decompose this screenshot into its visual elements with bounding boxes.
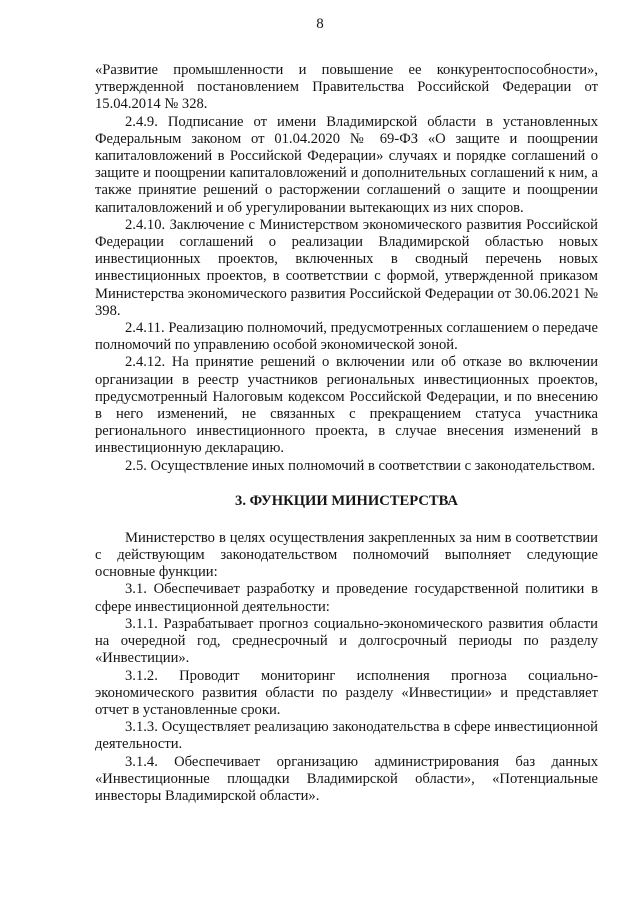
- paragraph-2-4-11: 2.4.11. Реализацию полномочий, предусмотренных соглашением о передаче полномочий по управлению особой экономической зоной.: [95, 320, 598, 354]
- paragraph-2-4-10: 2.4.10. Заключение с Министерством экономического развития Российской Федерации соглашений о реализации Владимирской областью новых инвестиционных проектов, включенных в сводный перечень новых инвестиционных проектов, в соответствии с формой, утвержденной приказом Министерства экономического развития Российской Федерации от 30.06.2021 № 398.: [95, 216, 598, 319]
- page-number: 8: [316, 16, 324, 32]
- paragraph-2-4-12: 2.4.12. На принятие решений о включении или об отказе во включении организации в реестр участников региональных инвестиционных проектов, предусмотренный Налоговым кодексом Российской Федерации, и по внесению в него изменений, не связанных с прекращением статуса участника регионального инвестиционного проекта, в случае внесения изменений в инвестиционную декларацию.: [95, 354, 598, 457]
- paragraph-3-1-3: 3.1.3. Осуществляет реализацию законодательства в сфере инвестиционной деятельности.: [95, 719, 598, 753]
- section-heading: 3. ФУНКЦИИ МИНИСТЕРСТВА: [235, 492, 458, 509]
- paragraph-continuation: «Развитие промышленности и повышение ее конкурентоспособности», утвержденной постановлением Правительства Российской Федерации от 15.04.2014 № 328.: [95, 62, 598, 113]
- section-intro: Министерство в целях осуществления закрепленных за ним в соответствии с действующим законодательством полномочий выполняет следующие основные функции:: [95, 529, 598, 581]
- paragraph-3-1: 3.1. Обеспечивает разработку и проведение государственной политики в сфере инвестиционной деятельности:: [95, 581, 598, 615]
- paragraph-2-5: 2.5. Осуществление иных полномочий в соответствии с законодательством.: [125, 457, 596, 474]
- paragraph-3-1-4: 3.1.4. Обеспечивает организацию администрирования баз данных «Инвестиционные площадки Владимирской области», «Потенциальные инвесторы Владимирской области».: [95, 753, 598, 804]
- paragraph-2-4-9: 2.4.9. Подписание от имени Владимирской области в установленных Федеральным законом от 01.04.2020 № 69-ФЗ «О защите и поощрении капиталовложений в Российской Федерации» случаях и порядке соглашений о защите и поощрении капиталовложений и дополнительных соглашений к ним, а также принятие решений о расторжении соглашений о защите и поощрении капиталовложений и об урегулировании вытекающих из них споров.: [95, 113, 598, 216]
- paragraph-3-1-1: 3.1.1. Разрабатывает прогноз социально-экономического развития области на очередной год, среднесрочный и долгосрочный периоды по разделу «Инвестиции».: [95, 615, 598, 667]
- document-body: [95, 62, 598, 805]
- paragraph-3-1-2: 3.1.2. Проводит мониторинг исполнения прогноза социально-экономического развития области по разделу «Инвестиции» и представляет отчет в установленные сроки.: [95, 667, 598, 718]
